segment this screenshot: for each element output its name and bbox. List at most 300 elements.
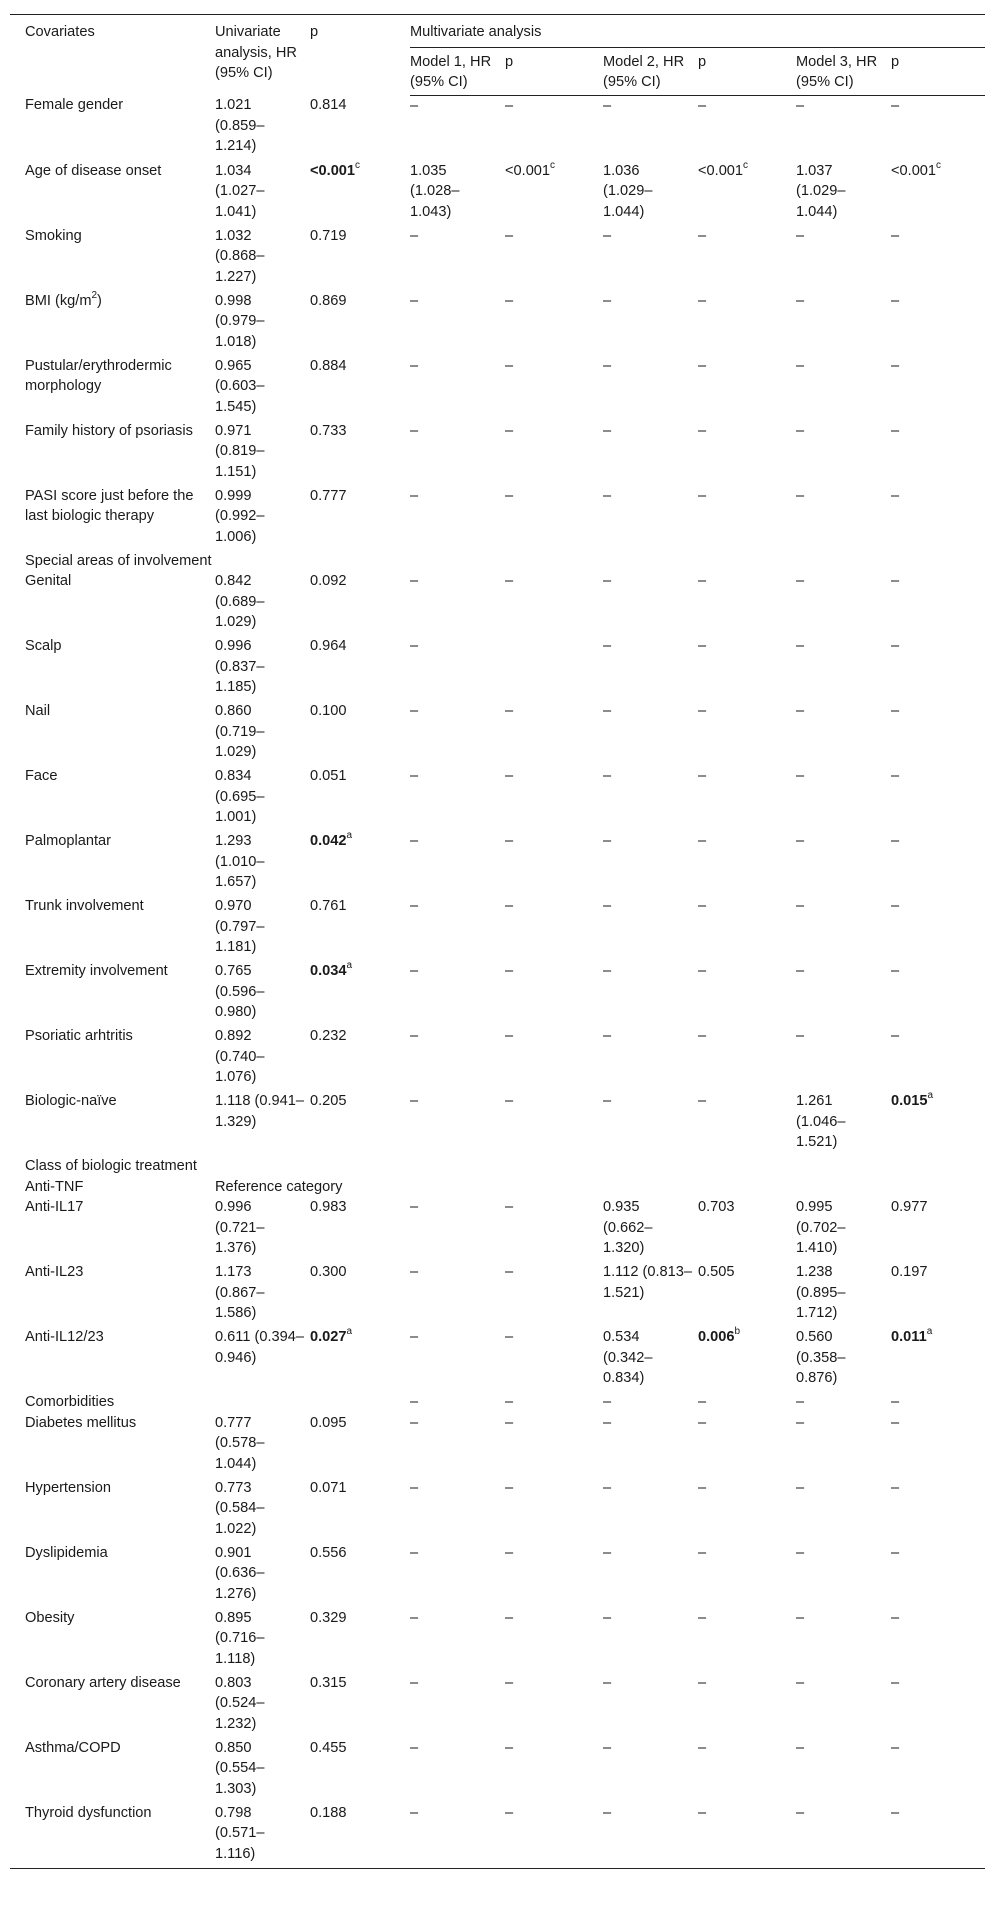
model1-p-text: – <box>505 1329 514 1345</box>
model1-hr-text: – <box>410 638 419 654</box>
row-label <box>10 896 215 961</box>
model2-p-text: 0.505 <box>698 1264 735 1280</box>
model3-hr <box>796 896 891 961</box>
univariate-p-text: 0.051 <box>310 768 347 784</box>
model1-hr <box>410 1608 505 1673</box>
univariate-hr <box>215 961 310 1026</box>
row-label-tail: ) <box>97 292 102 309</box>
model3-p-text: – <box>891 703 900 719</box>
model2-hr-text: – <box>603 227 612 244</box>
model3-p <box>891 961 985 1026</box>
model2-p-text: – <box>698 1028 707 1044</box>
model2-p-text: – <box>698 638 707 654</box>
row-label <box>10 1262 215 1327</box>
row-label <box>10 1608 215 1673</box>
model1-p <box>505 1608 603 1673</box>
model2-hr-text: – <box>603 1093 612 1109</box>
model1-hr <box>410 961 505 1026</box>
model1-hr <box>410 291 505 356</box>
row-label <box>10 1673 215 1738</box>
model3-hr-text: – <box>796 638 805 654</box>
row-label-text: Biologic-naïve <box>25 1093 117 1109</box>
model1-p-text: – <box>505 768 514 784</box>
model3-hr-text: 1.261 (1.046–1.521) <box>796 1093 846 1150</box>
univariate-hr-text: 0.998 (0.979–1.018) <box>215 292 265 350</box>
header-model2-p: p <box>698 47 796 95</box>
model3-hr <box>796 291 891 356</box>
model1-p <box>505 1673 603 1738</box>
model1-hr-text: – <box>410 1739 419 1756</box>
row-label <box>10 1478 215 1543</box>
univariate-p <box>310 1543 410 1608</box>
model3-p <box>891 896 985 961</box>
model3-hr <box>796 1026 891 1091</box>
model2-hr-text: – <box>603 1414 612 1431</box>
model3-p-text: – <box>891 1394 900 1410</box>
table-row <box>10 1026 985 1091</box>
univariate-hr-text: 0.892 (0.740–1.076) <box>215 1028 265 1085</box>
model3-hr <box>796 95 891 161</box>
univariate-p-text: 0.983 <box>310 1199 347 1215</box>
row-label-text: Coronary artery disease <box>25 1674 181 1691</box>
table-row <box>10 486 985 551</box>
univariate-p-text: 0.329 <box>310 1609 347 1626</box>
row-label <box>10 1413 215 1478</box>
table-row <box>10 1738 985 1803</box>
row-label <box>10 161 215 226</box>
header-model2: Model 2, HR (95% CI) <box>603 47 698 95</box>
univariate-p-text: 0.034 <box>310 963 347 979</box>
model1-p-text: – <box>505 422 514 439</box>
model3-hr <box>796 1262 891 1327</box>
univariate-p-text: 0.315 <box>310 1674 347 1691</box>
model1-hr-text: – <box>410 422 419 439</box>
univariate-hr-text: 0.901 (0.636–1.276) <box>215 1544 265 1602</box>
model1-p-text: – <box>505 1609 514 1626</box>
model1-hr <box>410 1327 505 1392</box>
model3-hr-text: – <box>796 768 805 784</box>
model2-p-text: – <box>698 898 707 914</box>
model3-p <box>891 486 985 551</box>
model2-hr-text: – <box>603 963 612 979</box>
model2-p <box>698 1262 796 1327</box>
model2-p <box>698 1026 796 1091</box>
model1-p-text: – <box>505 833 514 849</box>
row-label-text: Extremity involvement <box>25 963 168 979</box>
model3-p <box>891 571 985 636</box>
model3-hr <box>796 831 891 896</box>
section-label-text: Class of biologic treatment <box>25 1158 197 1174</box>
table-row <box>10 1156 985 1177</box>
model3-p-text: – <box>891 638 900 654</box>
univariate-p <box>310 1673 410 1738</box>
model1-hr <box>410 1413 505 1478</box>
model2-p <box>698 1392 796 1413</box>
model1-p-text: – <box>505 703 514 719</box>
model2-hr-text: – <box>603 1479 612 1496</box>
univariate-hr <box>215 1327 310 1392</box>
univariate-hr-text: 1.173 (0.867–1.586) <box>215 1264 265 1321</box>
univariate-hr <box>215 1091 310 1156</box>
model2-hr-text: 0.534 (0.342–0.834) <box>603 1329 653 1386</box>
model1-hr <box>410 1392 505 1413</box>
univariate-hr <box>215 896 310 961</box>
section-label <box>10 1156 985 1177</box>
section-label-text: Special areas of involvement <box>25 552 212 569</box>
model3-p-text: – <box>891 422 900 439</box>
univariate-hr <box>215 421 310 486</box>
model2-hr <box>603 291 698 356</box>
univariate-hr <box>215 571 310 636</box>
model1-p-text: – <box>505 573 514 589</box>
model3-p-text: – <box>891 292 900 309</box>
model3-hr <box>796 486 891 551</box>
model2-hr <box>603 831 698 896</box>
row-label-text: Family history of psoriasis <box>25 422 193 439</box>
model1-hr <box>410 421 505 486</box>
model1-p-text: – <box>505 1414 514 1431</box>
univariate-p-text: 0.777 <box>310 487 347 504</box>
univariate-hr <box>215 636 310 701</box>
model2-p-text: – <box>698 1093 707 1109</box>
model1-hr-text: – <box>410 1544 419 1561</box>
univariate-hr-text: 0.850 (0.554–1.303) <box>215 1739 265 1797</box>
model2-p-footnote: c <box>743 159 749 171</box>
univariate-hr-text: 0.996 (0.837–1.185) <box>215 638 265 695</box>
univariate-hr <box>215 1413 310 1478</box>
univariate-p <box>310 1091 410 1156</box>
univariate-p-footnote: c <box>355 159 361 171</box>
model3-p-text: – <box>891 97 900 114</box>
model1-hr-text: – <box>410 1264 419 1280</box>
model2-hr <box>603 1673 698 1738</box>
model1-hr-text: – <box>410 963 419 979</box>
univariate-hr-text: 0.803 (0.524–1.232) <box>215 1674 265 1732</box>
model2-hr-text: – <box>603 1674 612 1691</box>
row-label <box>10 1197 215 1262</box>
model2-p <box>698 1327 796 1392</box>
univariate-p-text: 0.869 <box>310 292 347 309</box>
row-label-text: Female gender <box>25 97 124 113</box>
results-table <box>10 14 985 1869</box>
univariate-p <box>310 95 410 161</box>
univariate-hr-text: 1.293 (1.010–1.657) <box>215 833 265 890</box>
model2-hr-text: – <box>603 1544 612 1561</box>
table-row <box>10 961 985 1026</box>
model3-hr <box>796 161 891 226</box>
table-row <box>10 1543 985 1608</box>
model1-p <box>505 766 603 831</box>
model3-p <box>891 1197 985 1262</box>
row-label-text: Age of disease onset <box>25 162 162 179</box>
table-row <box>10 95 985 161</box>
table-body <box>10 95 985 1868</box>
table-row <box>10 701 985 766</box>
row-label-text: Anti-TNF <box>25 1178 84 1195</box>
model1-p-text: – <box>505 227 514 244</box>
model1-p <box>505 356 603 421</box>
model3-hr-text: – <box>796 1804 805 1821</box>
model1-hr-text: – <box>410 1093 419 1109</box>
row-label <box>10 1738 215 1803</box>
model1-p <box>505 831 603 896</box>
model2-hr <box>603 421 698 486</box>
model1-p <box>505 1327 603 1392</box>
model1-hr-text: – <box>410 1028 419 1044</box>
model2-p <box>698 961 796 1026</box>
model3-hr <box>796 1738 891 1803</box>
model1-p-text: – <box>505 97 514 114</box>
model3-hr <box>796 1478 891 1543</box>
univariate-p-footnote: a <box>346 960 353 972</box>
row-label <box>10 571 215 636</box>
row-label <box>10 226 215 291</box>
model2-hr <box>603 636 698 701</box>
model2-p <box>698 1673 796 1738</box>
model2-p-text: – <box>698 1394 707 1410</box>
table-row <box>10 1803 985 1869</box>
model1-hr <box>410 831 505 896</box>
model2-p <box>698 1197 796 1262</box>
model1-p <box>505 701 603 766</box>
section-label <box>10 1392 215 1413</box>
row-label-text: Dyslipidemia <box>25 1544 108 1561</box>
model1-hr-text: – <box>410 97 419 114</box>
row-label-text: Hypertension <box>25 1479 111 1496</box>
model3-hr-text: – <box>796 898 805 914</box>
model1-hr-text: – <box>410 357 419 374</box>
model2-p-text: – <box>698 1739 707 1756</box>
model1-hr <box>410 486 505 551</box>
model1-p-text: – <box>505 1479 514 1496</box>
model1-p <box>505 1478 603 1543</box>
model1-hr-text: – <box>410 1329 419 1345</box>
model3-hr-text: – <box>796 97 805 114</box>
table-row <box>10 291 985 356</box>
row-label-text: Genital <box>25 573 72 589</box>
model3-hr <box>796 1803 891 1869</box>
section-label <box>10 551 985 572</box>
univariate-hr <box>215 831 310 896</box>
row-label-text: BMI (kg/m <box>25 292 92 309</box>
model2-p-footnote: b <box>734 1326 741 1338</box>
model2-p <box>698 831 796 896</box>
model1-hr <box>410 1262 505 1327</box>
model1-hr-text: – <box>410 703 419 719</box>
univariate-hr <box>215 1543 310 1608</box>
univariate-hr-text: 0.999 (0.992–1.006) <box>215 487 265 545</box>
model3-p-text: – <box>891 1804 900 1821</box>
model1-p <box>505 1091 603 1156</box>
model1-p-text: – <box>505 963 514 979</box>
model3-p-text: <0.001 <box>891 162 937 179</box>
univariate-p <box>310 1026 410 1091</box>
model2-p <box>698 226 796 291</box>
univariate-hr-text: 0.895 (0.716–1.118) <box>215 1609 265 1667</box>
model2-p <box>698 95 796 161</box>
model3-hr-text: – <box>796 573 805 589</box>
row-label <box>10 701 215 766</box>
model3-p-text: – <box>891 1674 900 1691</box>
model3-hr-text: 1.037 (1.029–1.044) <box>796 162 846 220</box>
univariate-p-text: 0.188 <box>310 1804 347 1821</box>
empty-cell <box>215 1392 310 1413</box>
row-label <box>10 831 215 896</box>
univariate-p-text: 0.814 <box>310 97 347 113</box>
row-label-text: Asthma/COPD <box>25 1739 121 1756</box>
model3-hr <box>796 356 891 421</box>
model3-p-footnote: c <box>936 159 942 171</box>
model3-p <box>891 1478 985 1543</box>
model2-hr <box>603 701 698 766</box>
model2-p <box>698 291 796 356</box>
univariate-hr <box>215 1026 310 1091</box>
univariate-p-text: 0.556 <box>310 1544 347 1561</box>
model2-hr <box>603 1197 698 1262</box>
univariate-p <box>310 356 410 421</box>
model2-p-text: – <box>698 573 707 589</box>
model3-hr-text: 0.560 (0.358–0.876) <box>796 1329 846 1386</box>
table-row <box>10 766 985 831</box>
model2-p-text: <0.001 <box>698 162 744 179</box>
header-covariates: Covariates <box>10 15 215 96</box>
model2-hr-text: 0.935 (0.662–1.320) <box>603 1199 653 1256</box>
model3-p <box>891 421 985 486</box>
model2-hr-text: – <box>603 1739 612 1756</box>
row-label <box>10 1803 215 1869</box>
model1-hr-text: – <box>410 573 419 589</box>
table-row <box>10 571 985 636</box>
empty-cell <box>310 1392 410 1413</box>
row-label <box>10 961 215 1026</box>
model1-p <box>505 571 603 636</box>
model2-p <box>698 896 796 961</box>
model2-hr <box>603 766 698 831</box>
model2-p-text: – <box>698 833 707 849</box>
univariate-p <box>310 766 410 831</box>
model2-hr-text: – <box>603 703 612 719</box>
model3-hr-text: – <box>796 1739 805 1756</box>
univariate-p-footnote: a <box>346 830 353 842</box>
model1-p <box>505 161 603 226</box>
model3-p-text: – <box>891 357 900 374</box>
model1-hr <box>410 95 505 161</box>
model3-hr <box>796 1673 891 1738</box>
model1-hr-text: – <box>410 1804 419 1821</box>
univariate-hr <box>215 1673 310 1738</box>
table-row <box>10 1262 985 1327</box>
model3-hr <box>796 226 891 291</box>
model3-p <box>891 1262 985 1327</box>
model2-hr <box>603 486 698 551</box>
model3-hr <box>796 421 891 486</box>
model1-p-text: – <box>505 357 514 374</box>
model2-hr <box>603 161 698 226</box>
model2-hr <box>603 1803 698 1869</box>
model2-hr-text: – <box>603 97 612 114</box>
model1-p-text: – <box>505 1804 514 1821</box>
model2-hr <box>603 1413 698 1478</box>
model2-hr-text: – <box>603 292 612 309</box>
row-label <box>10 766 215 831</box>
model3-p-text: – <box>891 1609 900 1626</box>
model3-p <box>891 1673 985 1738</box>
model1-hr-text: – <box>410 1414 419 1431</box>
model1-hr <box>410 1738 505 1803</box>
model3-hr <box>796 1413 891 1478</box>
model2-hr-text: – <box>603 1609 612 1626</box>
univariate-p-text: 0.719 <box>310 227 347 244</box>
model2-hr <box>603 571 698 636</box>
table-row <box>10 1673 985 1738</box>
model1-hr-text: – <box>410 1674 419 1691</box>
model1-p <box>505 896 603 961</box>
model1-p-text: – <box>505 1028 514 1044</box>
model1-hr <box>410 766 505 831</box>
model3-p-text: – <box>891 1544 900 1561</box>
model1-hr <box>410 356 505 421</box>
model1-hr <box>410 1091 505 1156</box>
model3-p <box>891 1608 985 1673</box>
model1-p-text: – <box>505 1739 514 1756</box>
model1-hr-text: – <box>410 1394 419 1410</box>
row-label-text: Anti-IL17 <box>25 1199 84 1215</box>
model2-p-text: – <box>698 292 707 309</box>
model3-hr <box>796 701 891 766</box>
model1-p-text: – <box>505 1093 514 1109</box>
model1-hr <box>410 896 505 961</box>
univariate-hr <box>215 1803 310 1869</box>
univariate-p <box>310 486 410 551</box>
univariate-hr <box>215 1197 310 1262</box>
model1-hr-text: – <box>410 292 419 309</box>
model1-p-text: – <box>505 1544 514 1561</box>
univariate-p-text: 0.205 <box>310 1093 347 1109</box>
row-label-text: Pustular/erythrodermic morphology <box>25 357 172 394</box>
univariate-hr-text: 0.773 (0.584–1.022) <box>215 1479 265 1537</box>
model2-p <box>698 1803 796 1869</box>
model3-p-text: 0.015 <box>891 1093 928 1109</box>
model1-p <box>505 1392 603 1413</box>
model2-hr-text: – <box>603 422 612 439</box>
model2-p-text: 0.703 <box>698 1199 735 1215</box>
model3-hr-text: – <box>796 1028 805 1044</box>
univariate-p <box>310 961 410 1026</box>
model2-hr-text: – <box>603 638 612 654</box>
univariate-hr-text: 0.965 (0.603–1.545) <box>215 357 265 415</box>
model1-p-text: – <box>505 292 514 309</box>
model2-hr-text: 1.112 (0.813–1.521) <box>603 1264 692 1301</box>
model2-p <box>698 356 796 421</box>
model2-hr <box>603 95 698 161</box>
model1-p <box>505 1197 603 1262</box>
model1-p-footnote: c <box>550 159 556 171</box>
model1-p <box>505 1026 603 1091</box>
section-label-text: Comorbidities <box>25 1394 115 1410</box>
univariate-hr-text: 0.842 (0.689–1.029) <box>215 573 265 630</box>
model2-hr-text: – <box>603 898 612 914</box>
model1-hr <box>410 571 505 636</box>
model3-hr <box>796 1197 891 1262</box>
table-row <box>10 421 985 486</box>
model3-hr <box>796 1608 891 1673</box>
model2-hr <box>603 1392 698 1413</box>
univariate-p <box>310 1327 410 1392</box>
model2-hr <box>603 226 698 291</box>
model2-p-text: 0.006 <box>698 1329 735 1345</box>
row-label <box>10 95 215 161</box>
model1-hr <box>410 226 505 291</box>
